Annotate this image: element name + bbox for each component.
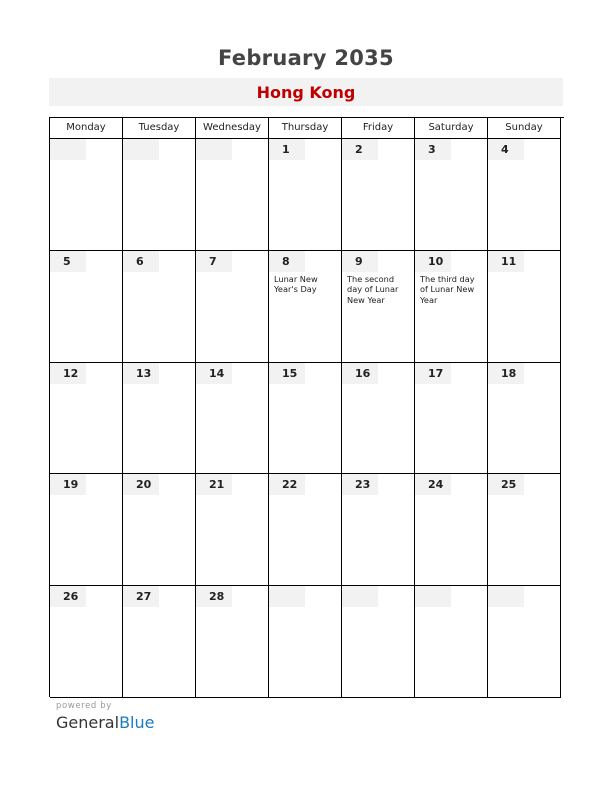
weekday-header: Thursday	[269, 118, 342, 139]
day-cell	[269, 139, 342, 251]
day-number	[50, 139, 86, 160]
day-number: 25	[488, 474, 524, 495]
holiday-label: Lunar New Year's Day	[274, 273, 318, 295]
day-number: 22	[269, 474, 305, 495]
day-cell	[196, 251, 269, 363]
day-cell	[415, 251, 488, 363]
weekday-header: Tuesday	[123, 118, 196, 139]
day-number: 15	[269, 363, 305, 384]
day-cell	[488, 363, 561, 475]
day-number: 28	[196, 586, 232, 607]
day-cell	[342, 139, 415, 251]
weekday-header: Friday	[342, 118, 415, 139]
day-number: 17	[415, 363, 451, 384]
day-number: 23	[342, 474, 378, 495]
day-cell	[415, 586, 488, 698]
day-cell	[488, 474, 561, 586]
week-row	[50, 586, 564, 698]
day-number: 8	[269, 251, 305, 272]
day-cell	[50, 251, 123, 363]
day-number: 7	[196, 251, 232, 272]
day-number: 10	[415, 251, 451, 272]
week-row	[50, 251, 564, 363]
day-cell	[269, 363, 342, 475]
day-number: 27	[123, 586, 159, 607]
day-cell	[50, 474, 123, 586]
day-cell	[415, 474, 488, 586]
weekday-header: Monday	[50, 118, 123, 139]
region-label: Hong Kong	[256, 83, 356, 102]
day-number: 3	[415, 139, 451, 160]
day-cell	[488, 139, 561, 251]
day-cell	[488, 586, 561, 698]
day-cell	[269, 251, 342, 363]
day-cell	[342, 586, 415, 698]
day-cell	[415, 139, 488, 251]
day-cell	[196, 586, 269, 698]
day-number: 26	[50, 586, 86, 607]
week-row	[50, 363, 564, 475]
generalblue-logo[interactable]	[56, 713, 154, 732]
day-number: 9	[342, 251, 378, 272]
brand-general: General	[56, 713, 120, 732]
day-number	[342, 586, 378, 607]
weekday-header: Sunday	[488, 118, 561, 139]
day-number: 4	[488, 139, 524, 160]
day-number: 19	[50, 474, 86, 495]
day-number	[269, 586, 305, 607]
day-cell	[50, 363, 123, 475]
day-cell	[123, 251, 196, 363]
calendar-grid	[49, 117, 564, 697]
day-cell	[196, 139, 269, 251]
day-number: 20	[123, 474, 159, 495]
footer-branding	[56, 701, 154, 732]
day-cell	[50, 139, 123, 251]
day-cell	[196, 363, 269, 475]
day-cell	[123, 363, 196, 475]
day-cell	[123, 139, 196, 251]
day-cell	[269, 474, 342, 586]
day-number: 16	[342, 363, 378, 384]
day-cell	[488, 251, 561, 363]
day-cell	[415, 363, 488, 475]
day-number	[196, 139, 232, 160]
day-cell	[269, 586, 342, 698]
region-banner	[49, 78, 563, 106]
page-title: February 2035	[218, 46, 394, 70]
day-cell	[342, 363, 415, 475]
day-number	[488, 586, 524, 607]
day-number	[123, 139, 159, 160]
week-row	[50, 139, 564, 251]
day-cell	[342, 251, 415, 363]
day-number: 5	[50, 251, 86, 272]
day-cell	[50, 586, 123, 698]
day-number: 24	[415, 474, 451, 495]
weekday-header: Saturday	[415, 118, 488, 139]
day-number: 6	[123, 251, 159, 272]
brand-blue: Blue	[119, 713, 155, 732]
day-number	[415, 586, 451, 607]
weekday-header: Wednesday	[196, 118, 269, 139]
day-number: 14	[196, 363, 232, 384]
day-number: 2	[342, 139, 378, 160]
weekday-header-row	[50, 118, 564, 139]
holiday-label: The third day of Lunar New Year	[420, 273, 475, 305]
day-number: 12	[50, 363, 86, 384]
day-cell	[342, 474, 415, 586]
day-cell	[196, 474, 269, 586]
week-row	[50, 474, 564, 586]
powered-by-label: powered by	[56, 701, 112, 711]
day-number: 1	[269, 139, 305, 160]
day-cell	[123, 474, 196, 586]
day-number: 11	[488, 251, 524, 272]
day-cell	[123, 586, 196, 698]
holiday-label: The second day of Lunar New Year	[347, 273, 399, 305]
day-number: 18	[488, 363, 524, 384]
day-number: 13	[123, 363, 159, 384]
day-number: 21	[196, 474, 232, 495]
